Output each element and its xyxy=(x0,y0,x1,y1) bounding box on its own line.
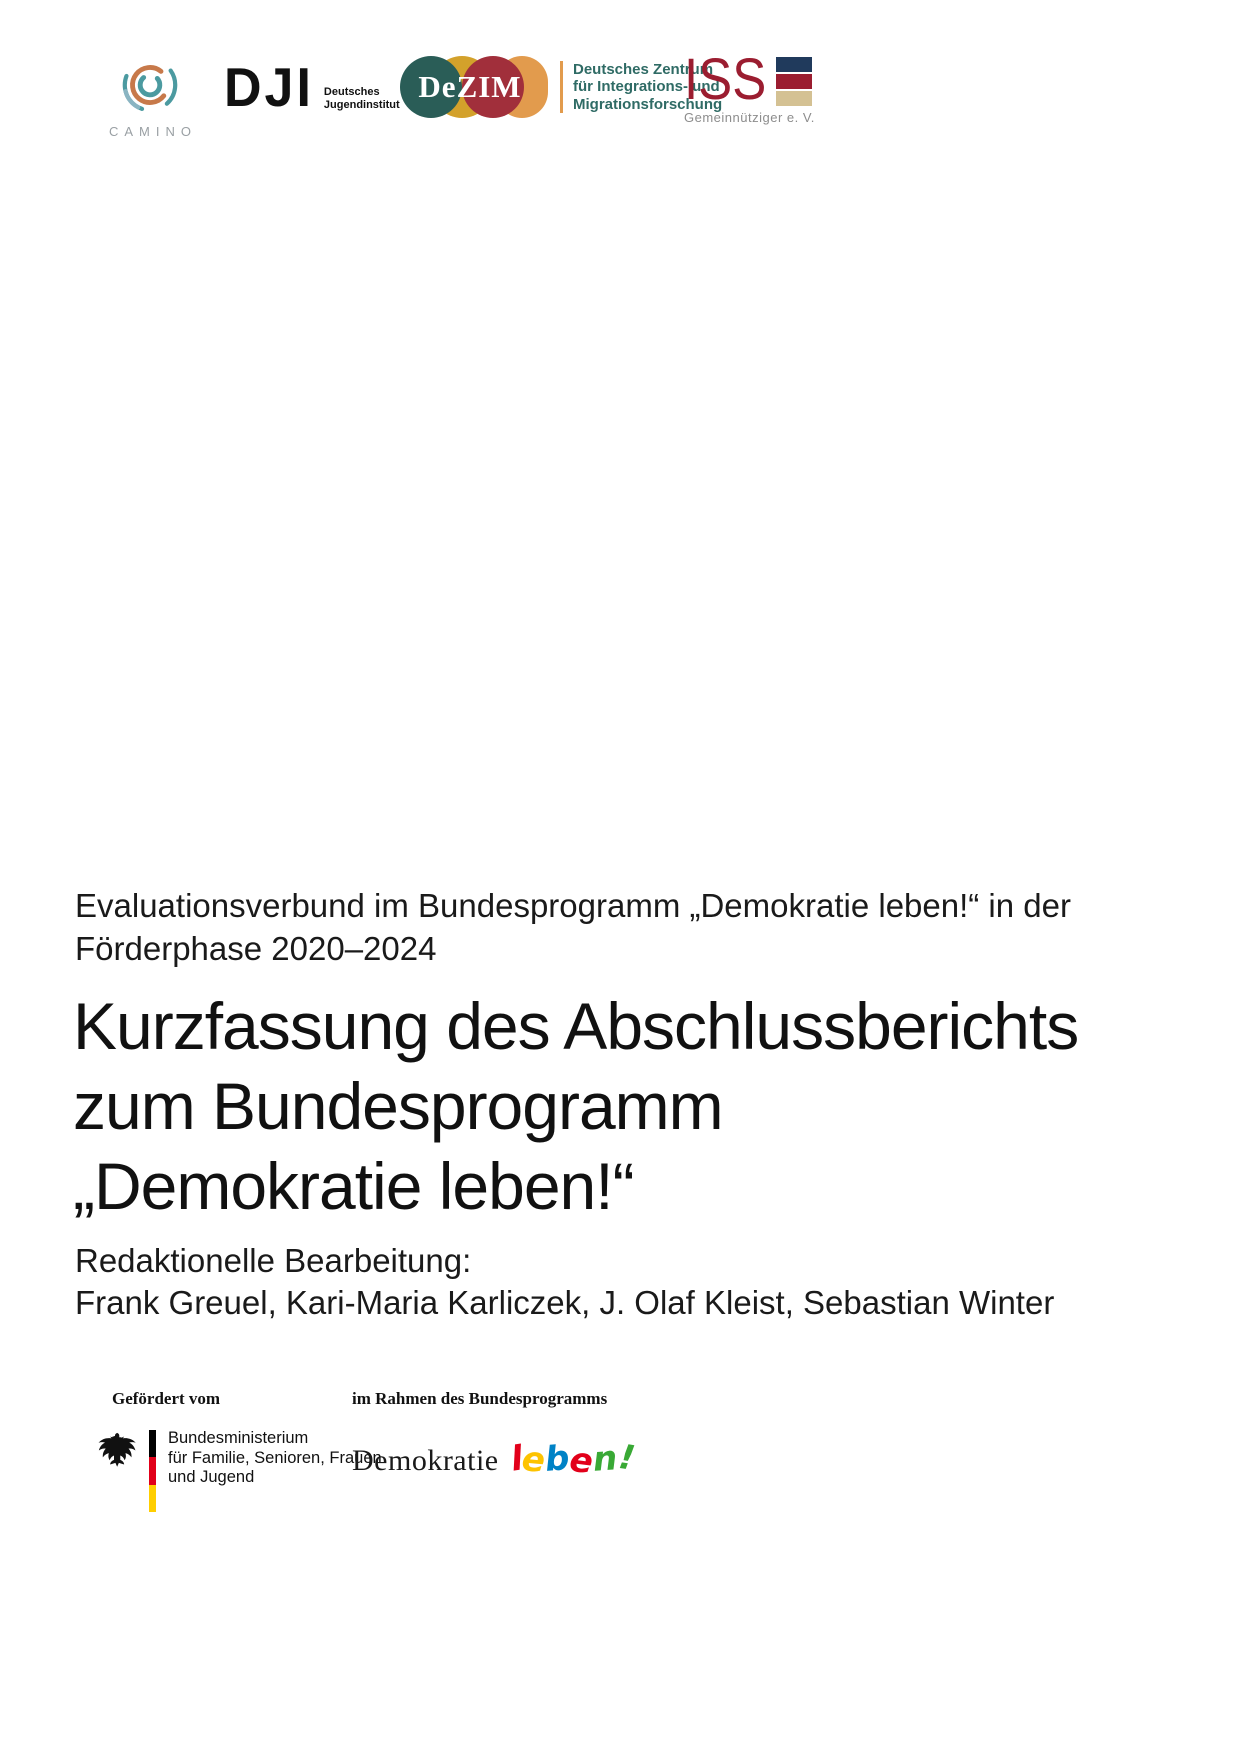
dezim-logo-icon xyxy=(400,56,548,118)
ministry-name-line: für Familie, Senioren, Frauen xyxy=(168,1448,382,1467)
iss-bar-tan xyxy=(776,91,812,106)
bundesadler-eagle-icon xyxy=(95,1430,141,1470)
byline-label: Redaktionelle Bearbeitung: xyxy=(75,1242,472,1279)
ministry-name xyxy=(168,1428,382,1512)
camino-logo xyxy=(98,50,202,139)
title-line: „Demokratie leben!“ xyxy=(73,1149,634,1223)
dji-logo xyxy=(224,57,400,119)
leben-wordmark xyxy=(507,1437,638,1483)
report-title xyxy=(73,986,1078,1226)
title-line: Kurzfassung des Abschlussberichts xyxy=(73,989,1079,1063)
leben-letter: n xyxy=(591,1438,619,1480)
subtitle-line: Förderphase 2020–2024 xyxy=(75,930,437,967)
iss-logo-icon xyxy=(684,47,815,112)
leben-letter: e xyxy=(520,1439,547,1481)
iss-caption: Gemeinnütziger e. V. xyxy=(684,110,815,125)
flag-black-segment xyxy=(149,1430,156,1457)
funded-by-label: Gefördert vom xyxy=(112,1389,221,1408)
demokratie-wordmark: Demokratie xyxy=(352,1444,499,1477)
dezim-logo xyxy=(400,56,722,118)
dji-caption-line: Deutsches xyxy=(323,86,380,98)
iss-wordmark: ISS xyxy=(684,47,767,112)
iss-bar-red xyxy=(776,74,812,89)
ministry-name-line: Bundesministerium xyxy=(168,1429,309,1447)
ministry-name-line: und Jugend xyxy=(168,1468,255,1486)
dji-caption xyxy=(324,86,400,114)
leben-letter: b xyxy=(543,1438,572,1480)
authors-line: Frank Greuel, Kari-Maria Karliczek, J. Olaf Kleist, Sebastian Winter xyxy=(75,1284,1055,1321)
leben-letter: ! xyxy=(616,1437,638,1479)
dji-caption-line: Jugendinstitut xyxy=(323,99,400,111)
flag-red-segment xyxy=(149,1457,156,1484)
dezim-caption-line: für Integrations- und xyxy=(573,78,720,96)
title-line: zum Bundesprogramm xyxy=(73,1069,723,1143)
dezim-caption-line: Deutsches Zentrum xyxy=(573,60,714,78)
dezim-caption-line: Migrationsforschung xyxy=(573,95,723,113)
dezim-wordmark: DeZIM xyxy=(418,69,522,104)
iss-logo xyxy=(684,47,815,125)
bmfsfj-ministry-logo xyxy=(95,1428,382,1512)
demokratie-leben-logo xyxy=(352,1437,638,1483)
german-flag-bar xyxy=(149,1430,156,1512)
iss-bars xyxy=(776,57,812,106)
camino-logo-icon xyxy=(113,50,187,120)
leben-letter: l xyxy=(507,1438,525,1480)
iss-bar-navy xyxy=(776,57,812,72)
camino-wordmark: CAMINO xyxy=(109,124,197,139)
subtitle-line: Evaluationsverbund im Bundesprogramm „Demokratie leben!“ in der xyxy=(75,887,1071,924)
flag-gold-segment xyxy=(149,1485,156,1512)
dji-wordmark: DJI xyxy=(224,57,314,119)
report-subtitle xyxy=(75,884,1071,970)
program-context-label: im Rahmen des Bundesprogramms xyxy=(352,1389,608,1408)
leben-letter: e xyxy=(567,1439,595,1483)
dezim-divider xyxy=(560,61,563,113)
